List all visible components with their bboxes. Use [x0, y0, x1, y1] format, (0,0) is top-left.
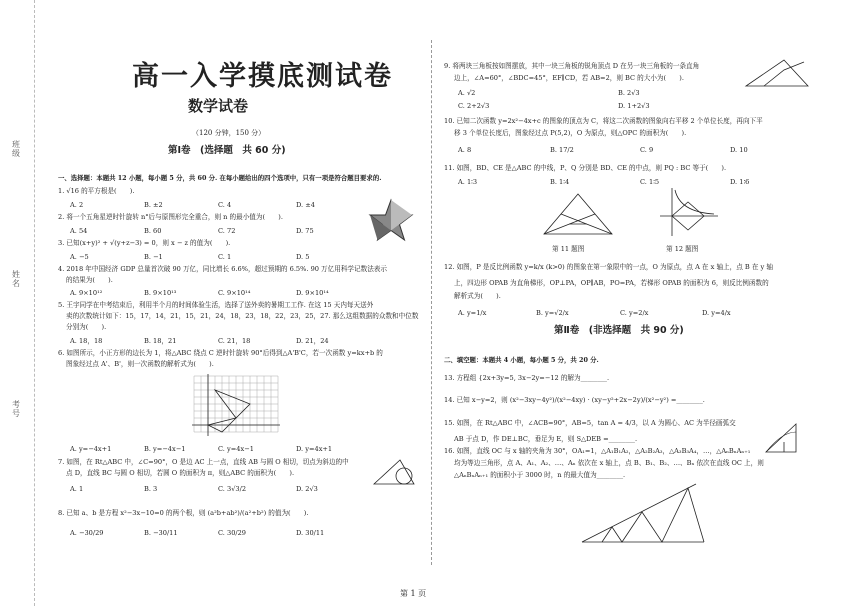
grid-figure [190, 372, 282, 440]
question-10: 10. 已知二次函数 y=2x²−4x+c 的图象的顶点为 C，将这二次函数的图象向右平移 2 个单位长度，再向下平 [444, 117, 763, 125]
binding-label-id: 考号 [12, 400, 20, 418]
q5-option-c: C. 21，18 [218, 337, 251, 345]
q11-option-d: D. 1∶6 [730, 178, 750, 186]
question-16: 16. 如图，直线 OC 与 x 轴的夹角为 30°，OA₁=1，△A₁B₁A₂，△A₂B₂A₃，△A₃B₃A₄，…，△AₙBₙAₙ₊₁ [444, 447, 751, 455]
q11-option-a: A. 1∶3 [458, 178, 478, 186]
q9-option-d: D. 1+2√3 [618, 102, 650, 110]
q6-option-c: C. y=4x−1 [218, 445, 254, 453]
question-15-cont: AB 于点 D，作 DE⊥BC，垂足为 E，则 S△DEB =________. [454, 435, 638, 443]
figure-16 [578, 480, 708, 552]
q10-option-c: C. 9 [640, 146, 654, 154]
page-subtitle: 数学试卷 [188, 97, 249, 115]
q3-option-d: D. 5 [296, 253, 310, 261]
q5-option-a: A. 18，18 [70, 337, 103, 345]
page-title: 高一入学摸底测试卷 [132, 61, 393, 92]
question-8: 8. 已知 a、b 是方程 x²−3x−10=0 的两个根，则 (a²b+ab²)/(a²+b²) 的值为( ). [58, 509, 309, 517]
q9-option-a: A. √2 [458, 89, 476, 97]
q2-option-b: B. 60 [144, 227, 162, 235]
question-16-cont2: △AₙBₙAₙ₊₁ 的面积小于 3000 时，n 的最大值为________. [454, 471, 626, 479]
q12-option-c: C. y=2/x [620, 309, 649, 317]
question-9: 9. 将两块三角板按如图摆放，其中一块三角板的锐角顶点 D 在另一块三角板的一条直角 [444, 62, 700, 70]
question-5-cont2: 分别为( ). [66, 323, 107, 331]
q8-option-a: A. −30/29 [70, 529, 104, 537]
question-15: 15. 如图，在 Rt△ABC 中，∠ACB=90°，AB=5，tan A = 4/3，以 A 为圆心、AC 为半径画弧交 [444, 419, 736, 427]
q10-option-a: A. 8 [458, 146, 472, 154]
q3-option-c: C. 1 [218, 253, 232, 261]
question-16-cont: 均为等边三角形，点 A、A₁、A₂、…、Aₙ 依次在 x 轴上，点 B、B₁、B₂、…、Bₙ 依次在直线 OC 上，则 [454, 459, 764, 467]
q4-option-b: B. 9×10¹³ [144, 289, 177, 297]
binding-margin [0, 0, 35, 606]
question-12: 12. 如图，P 是反比例函数 y=k/x (k>0) 的图象在第一象限中的一点，O 为原点，点 A 在 x 轴上，点 B 在 y 轴 [444, 263, 773, 271]
section1-heading: 第Ⅰ卷 (选择题 共 60 分) [168, 145, 286, 156]
q1-option-c: C. 4 [218, 201, 232, 209]
section2-instruction: 二、填空题：本题共 4 小题，每小题 5 分，共 20 分. [444, 356, 599, 364]
q1-option-d: D. ±4 [296, 201, 315, 209]
q6-option-a: A. y=−4x+1 [70, 445, 112, 453]
q9-option-c: C. 2+2√3 [458, 102, 490, 110]
column-divider [431, 40, 432, 565]
q7-option-a: A. 1 [70, 485, 84, 493]
binding-label-class: 班级 [12, 140, 20, 158]
q6-option-d: D. y=4x+1 [296, 445, 333, 453]
question-12-cont: 上，四边形 OPAB 为直角梯形，OP⊥PA，OP∥AB，PO=PA，若梯形 OPAB 的面积为 6，则反比例函数的 [454, 279, 769, 287]
q10-option-b: B. 17/2 [550, 146, 574, 154]
figure-12 [658, 186, 720, 238]
question-4: 4. 2018 年中国经济 GDP 总量首次破 90 万亿，同比增长 6.6%，超过预期的 6.5%. 90 万亿用科学记数法表示 [58, 265, 387, 273]
q4-option-a: A. 9×10¹² [70, 289, 103, 297]
q5-option-b: B. 18，21 [144, 337, 177, 345]
q3-option-a: A. −5 [70, 253, 89, 261]
question-7-cont: 点 D，直线 BC 与圆 O 相切，若圆 O 的面积为 π，则△ABC 的面积为( ). [66, 469, 295, 477]
question-9-cont: 边上，∠A=60°，∠BDC=45°，EF∥CD，若 AB=2，则 BC 的大小为( ). [454, 74, 684, 82]
q2-option-c: C. 72 [218, 227, 236, 235]
q8-option-b: B. −30/11 [144, 529, 178, 537]
section1-instruction: 一、选择题：本题共 12 小题，每小题 5 分，共 60 分. 在每小题给出的四个选项中，只有一项是符合题目要求的. [58, 174, 382, 182]
q6-option-b: B. y=−4x−1 [144, 445, 186, 453]
page-number: 第 1 页 [400, 589, 427, 598]
binding-label-name: 姓名 [12, 270, 20, 288]
question-4-cont: 的结果为( ). [66, 276, 113, 284]
q8-option-c: C. 30/29 [218, 529, 247, 537]
q7-option-d: D. 2√3 [296, 485, 318, 493]
question-6-cont: 图象经过点 A'、B'，则一次函数的解析式为( ). [66, 360, 214, 368]
q2-option-a: A. 54 [70, 227, 88, 235]
question-13: 13. 方程组 {2x+3y=5, 3x−2y=−12 的解为________. [444, 374, 610, 382]
question-10-cont: 移 3 个单位长度后，图象经过点 P(5,2)，O 为原点，则△OPC 的面积为( ). [454, 129, 687, 137]
figure-11-caption: 第 11 题图 [552, 245, 585, 253]
q4-option-c: C. 9×10¹⁴ [218, 289, 251, 297]
q8-option-d: D. 30/11 [296, 529, 325, 537]
question-12-cont2: 解析式为( ). [454, 292, 501, 300]
exam-meta: （120 分钟，150 分） [192, 129, 266, 137]
question-5-cont: 卖的次数统计如下：15，17，14，21，15，21，24，18，23，18，22，23，25，27. 那么这组数据的众数和中位数 [66, 312, 419, 320]
q1-option-a: A. 2 [70, 201, 84, 209]
q7-option-c: C. 3√3/2 [218, 485, 247, 493]
q12-option-b: B. y=√2/x [536, 309, 569, 317]
question-7: 7. 如图，在 Rt△ABC 中，∠C=90°，O 是边 AC 上一点，直线 AB 与圆 O 相切，切点为斜边的中 [58, 458, 349, 466]
q12-option-a: A. y=1/x [458, 309, 487, 317]
q9-option-b: B. 2√3 [618, 89, 640, 97]
q3-option-b: B. −1 [144, 253, 163, 261]
figure-12-caption: 第 12 题图 [666, 245, 699, 253]
q12-option-d: D. y=4/x [702, 309, 731, 317]
q5-option-d: D. 21，24 [296, 337, 329, 345]
circle-triangle-figure [370, 456, 418, 488]
question-1: 1. √16 的平方根是( ). [58, 187, 135, 195]
figure-11 [542, 192, 614, 238]
question-6: 6. 如图所示，小正方形的边长为 1，将△ABC 绕点 C 逆时针旋转 90°后得到△A'B'C，若一次函数 y=kx+b 的 [58, 349, 383, 357]
question-14: 14. 已知 x−y=2，则 (x²−3xy−4y²)/(x²−4xy) · (xy−y²+2x−2y)/(x²−y²) =________. [444, 396, 705, 404]
figure-15 [762, 420, 812, 456]
star-figure [368, 198, 414, 244]
question-11: 11. 如图，BD、CE 是△ABC 的中线，P、Q 分别是 BD、CE 的中点，则 PQ : BC 等于( ). [444, 164, 727, 172]
section2-heading: 第Ⅱ卷 (非选择题 共 90 分) [554, 325, 684, 336]
triangle-boards-figure [744, 56, 810, 92]
question-2: 2. 将一个五角星逆时针旋转 n°后与原图形完全重合，则 n 的最小值为( ). [58, 213, 283, 221]
q7-option-b: B. 3 [144, 485, 158, 493]
q10-option-d: D. 10 [730, 146, 748, 154]
q2-option-d: D. 75 [296, 227, 314, 235]
question-3: 3. 已知(x+y)² + √(y+z−3) = 0，则 x − z 的值为( ). [58, 239, 231, 247]
q4-option-d: D. 9×10¹⁴ [296, 289, 329, 297]
q11-option-c: C. 1∶5 [640, 178, 660, 186]
question-5: 5. 王宇同学在中考结束后，利用半个月的时间体验生活，选择了送外卖的暑期工工作. 在这 15 天内每天送外 [58, 301, 374, 309]
q11-option-b: B. 1∶4 [550, 178, 570, 186]
q1-option-b: B. ±2 [144, 201, 163, 209]
